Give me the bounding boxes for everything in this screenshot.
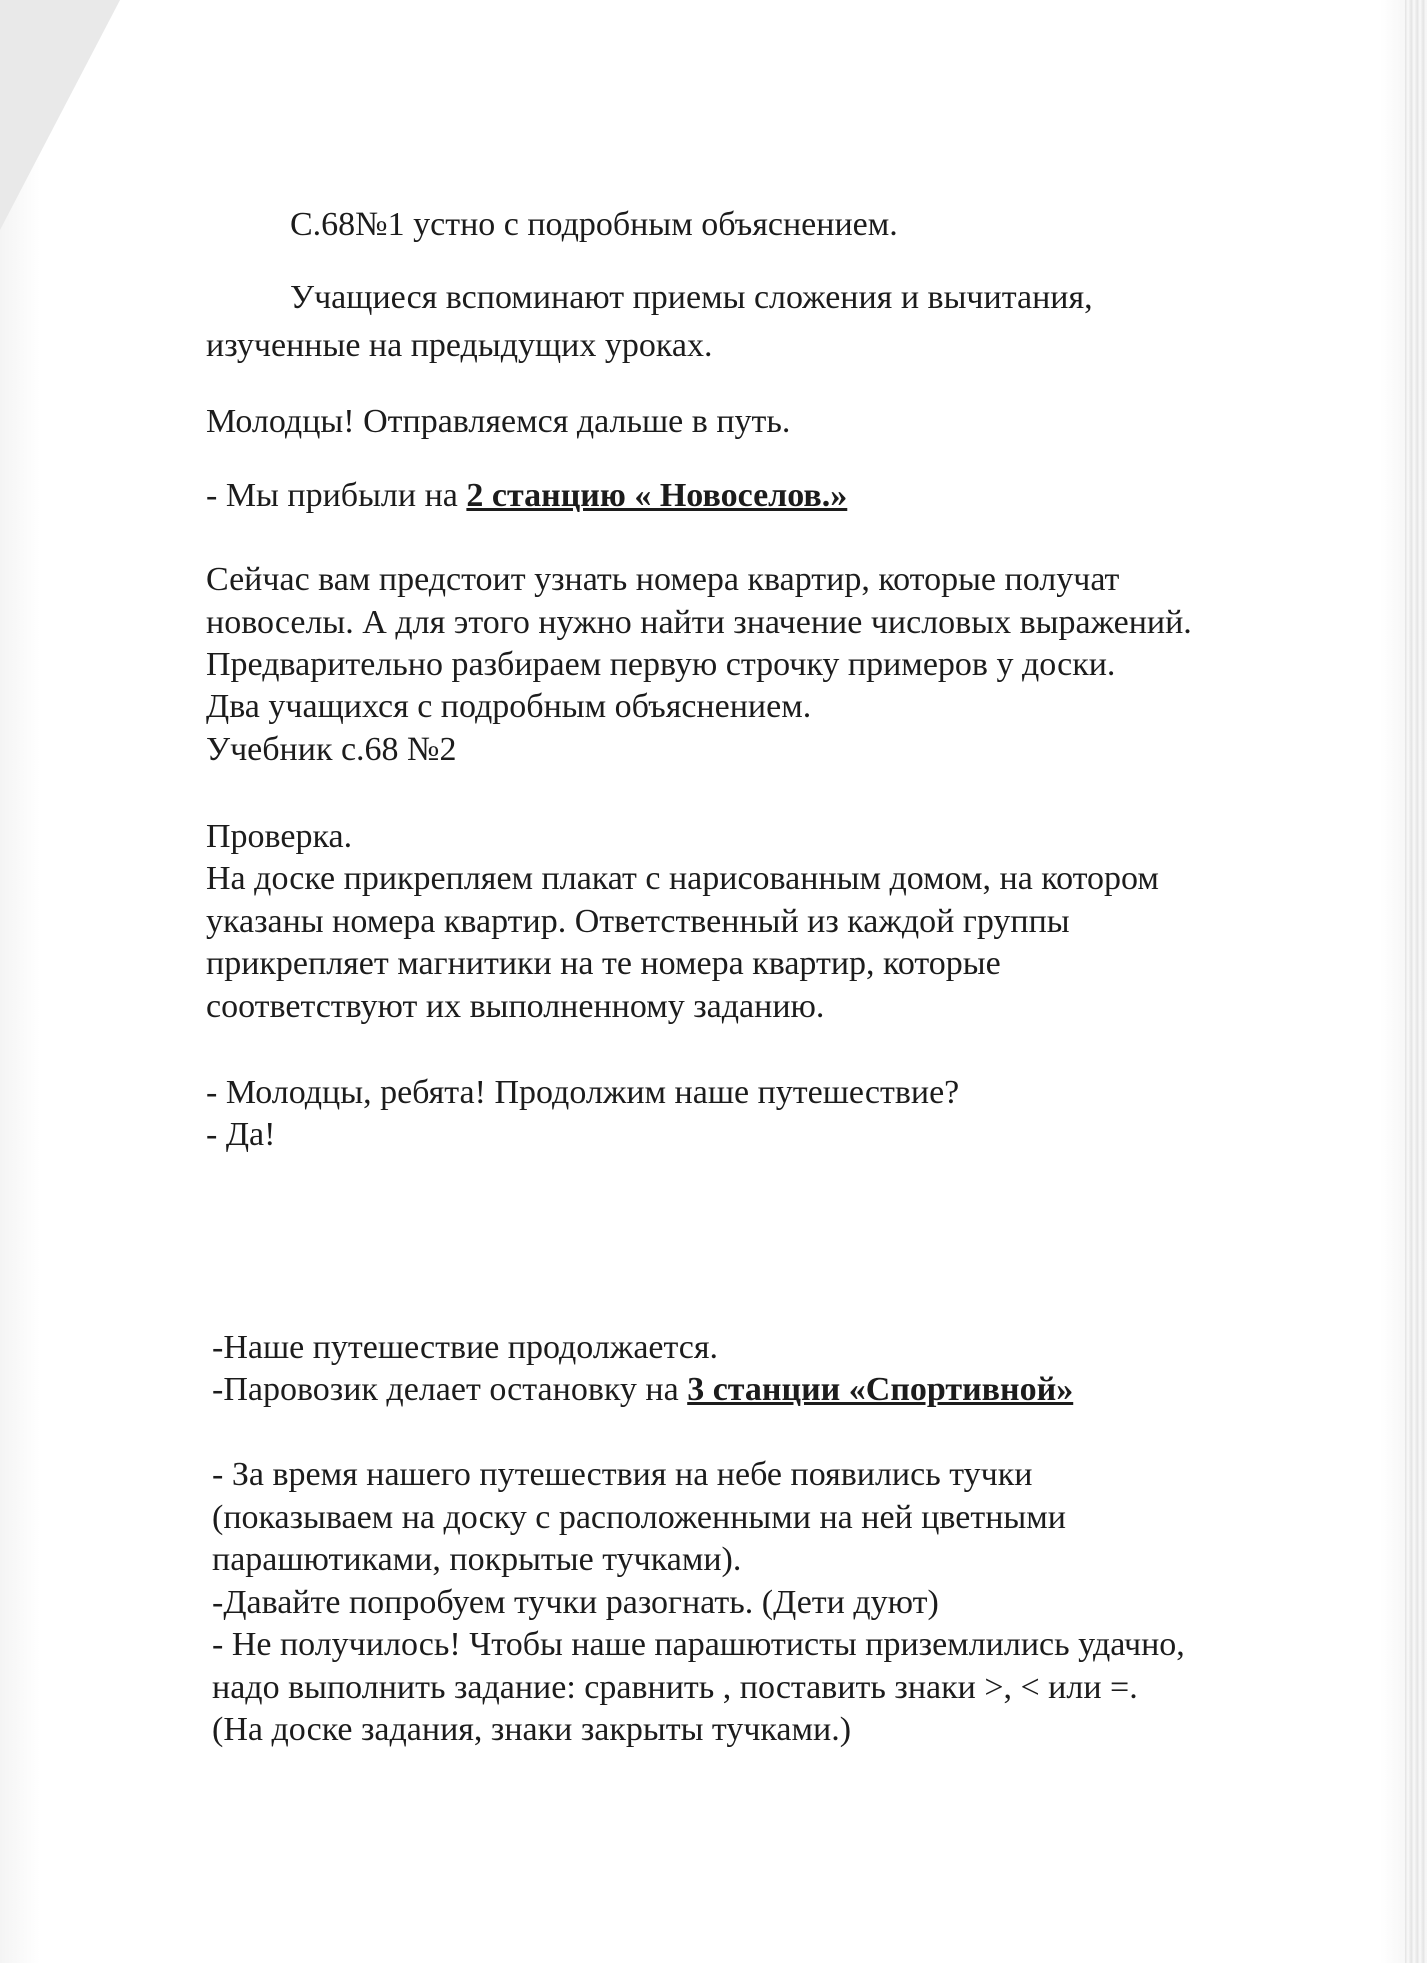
text-line: изученные на предыдущих уроках. xyxy=(206,327,713,364)
text-line: Проверка. xyxy=(206,818,353,855)
text-line: - Молодцы, ребята! Продолжим наше путешествие? xyxy=(206,1074,960,1111)
station-name-emphasis: 3 станции «Спортивной» xyxy=(687,1371,1074,1408)
text-line: С.68№1 устно с подробным объяснением. xyxy=(290,206,898,243)
text-line: соответствуют их выполненному заданию. xyxy=(206,988,825,1025)
text-line: Учащиеся вспоминают приемы сложения и вычитания, xyxy=(290,279,1093,316)
text-line: На доске прикрепляем плакат с нарисованным домом, на котором xyxy=(206,860,1159,897)
text-line-station-2 xyxy=(206,476,847,516)
text-span: -Паровозик делает остановку на xyxy=(212,1371,688,1408)
text-line: надо выполнить задание: сравнить , поставить знаки >, < или =. xyxy=(212,1669,1138,1706)
station-name-emphasis: 2 станцию « Новоселов.» xyxy=(466,477,848,514)
text-line-station-3 xyxy=(212,1370,1073,1410)
text-line: - Не получилось! Чтобы наше парашютисты приземлились удачно, xyxy=(212,1626,1185,1663)
text-line: Два учащихся с подробным объяснением. xyxy=(206,688,812,725)
page-corner-fold xyxy=(0,0,120,230)
text-line: (показываем на доску с расположенными на ней цветными xyxy=(212,1499,1066,1536)
text-line: - За время нашего путешествия на небе появились тучки xyxy=(212,1456,1033,1493)
text-line: Сейчас вам предстоит узнать номера квартир, которые получат xyxy=(206,561,1120,598)
text-line: парашютиками, покрытые тучками). xyxy=(212,1541,742,1578)
text-line: прикрепляет магнитики на те номера квартир, которые xyxy=(206,945,1001,982)
text-line: Молодцы! Отправляемся дальше в путь. xyxy=(206,403,791,440)
text-line: указаны номера квартир. Ответственный из каждой группы xyxy=(206,903,1070,940)
text-line: Учебник с.68 №2 xyxy=(206,731,457,768)
text-line: Предварительно разбираем первую строчку примеров у доски. xyxy=(206,646,1116,683)
text-line: -Давайте попробуем тучки разогнать. (Дети дуют) xyxy=(212,1584,939,1621)
text-line: -Наше путешествие продолжается. xyxy=(212,1329,718,1366)
page-stack-edge xyxy=(1405,0,1427,1963)
text-span: - Мы прибыли на xyxy=(206,477,467,514)
text-line: - Да! xyxy=(206,1116,276,1153)
text-line: (На доске задания, знаки закрыты тучками.) xyxy=(212,1711,852,1748)
text-line: новоселы. А для этого нужно найти значение числовых выражений. xyxy=(206,604,1192,641)
